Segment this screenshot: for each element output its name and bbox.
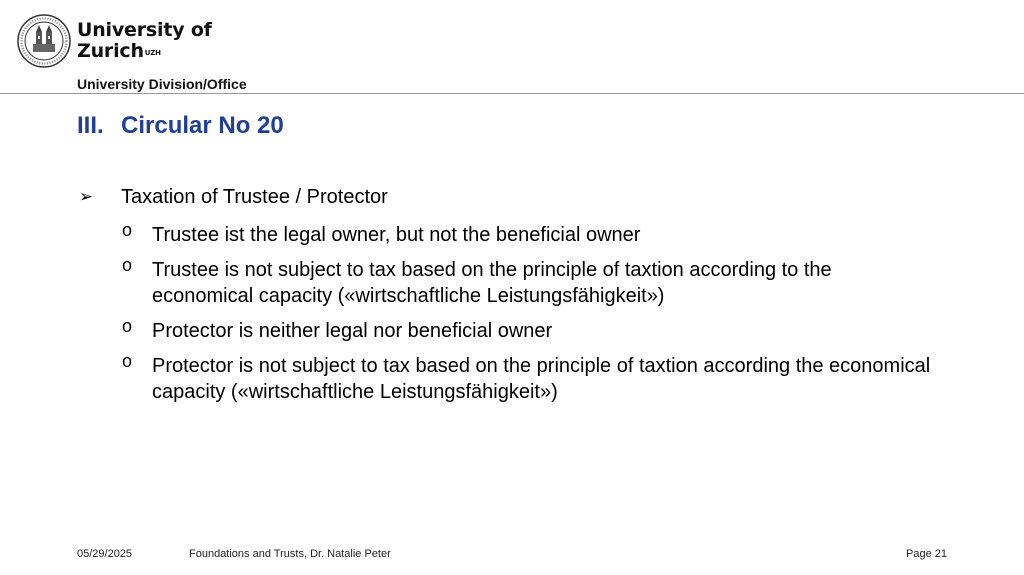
bullet-item [77,184,937,210]
university-seal-icon [17,14,71,68]
logo-line-2: Zurich [77,40,144,62]
sub-bullet-item [77,257,937,309]
logo-line-1: University of [77,19,212,41]
sub-bullet-item [77,353,937,405]
logo-superscript: UZH [144,49,161,57]
division-label: University Division/Office [77,76,247,92]
title-text: Circular No 20 [121,112,284,139]
circle-bullet-icon: o [122,316,133,336]
sub-bullet-item [77,318,937,344]
header-divider [0,93,1024,94]
sub-bullet-text: Trustee ist the legal owner, but not the beneficial owner [152,224,641,246]
sub-bullet-text: Trustee is not subject to tax based on the principle of taxtion according to the economical capacity («wirtschaftliche Leistungsfähigkeit») [152,259,832,307]
section-number: III. [77,112,104,139]
sub-bullet-text: Protector is neither legal nor beneficial owner [152,320,553,342]
bullet-text: Taxation of Trustee / Protector [121,186,388,208]
university-logo-wordmark [77,20,212,62]
circle-bullet-icon: o [122,351,133,371]
sub-bullet-text: Protector is not subject to tax based on the principle of taxtion according the economical capacity («wirtschaftliche Leistungsfähigkeit») [152,355,931,403]
circle-bullet-icon: o [122,255,133,275]
sub-bullet-item [77,222,937,248]
footer-date: 05/29/2025 [77,548,133,560]
circle-bullet-icon: o [122,220,133,240]
footer-page-number: Page 21 [906,548,947,560]
arrow-bullet-icon: ➢ [79,187,94,206]
footer-title: Foundations and Trusts, Dr. Natalie Peter [189,548,391,560]
slide-body [77,184,937,414]
slide-title [77,112,284,140]
